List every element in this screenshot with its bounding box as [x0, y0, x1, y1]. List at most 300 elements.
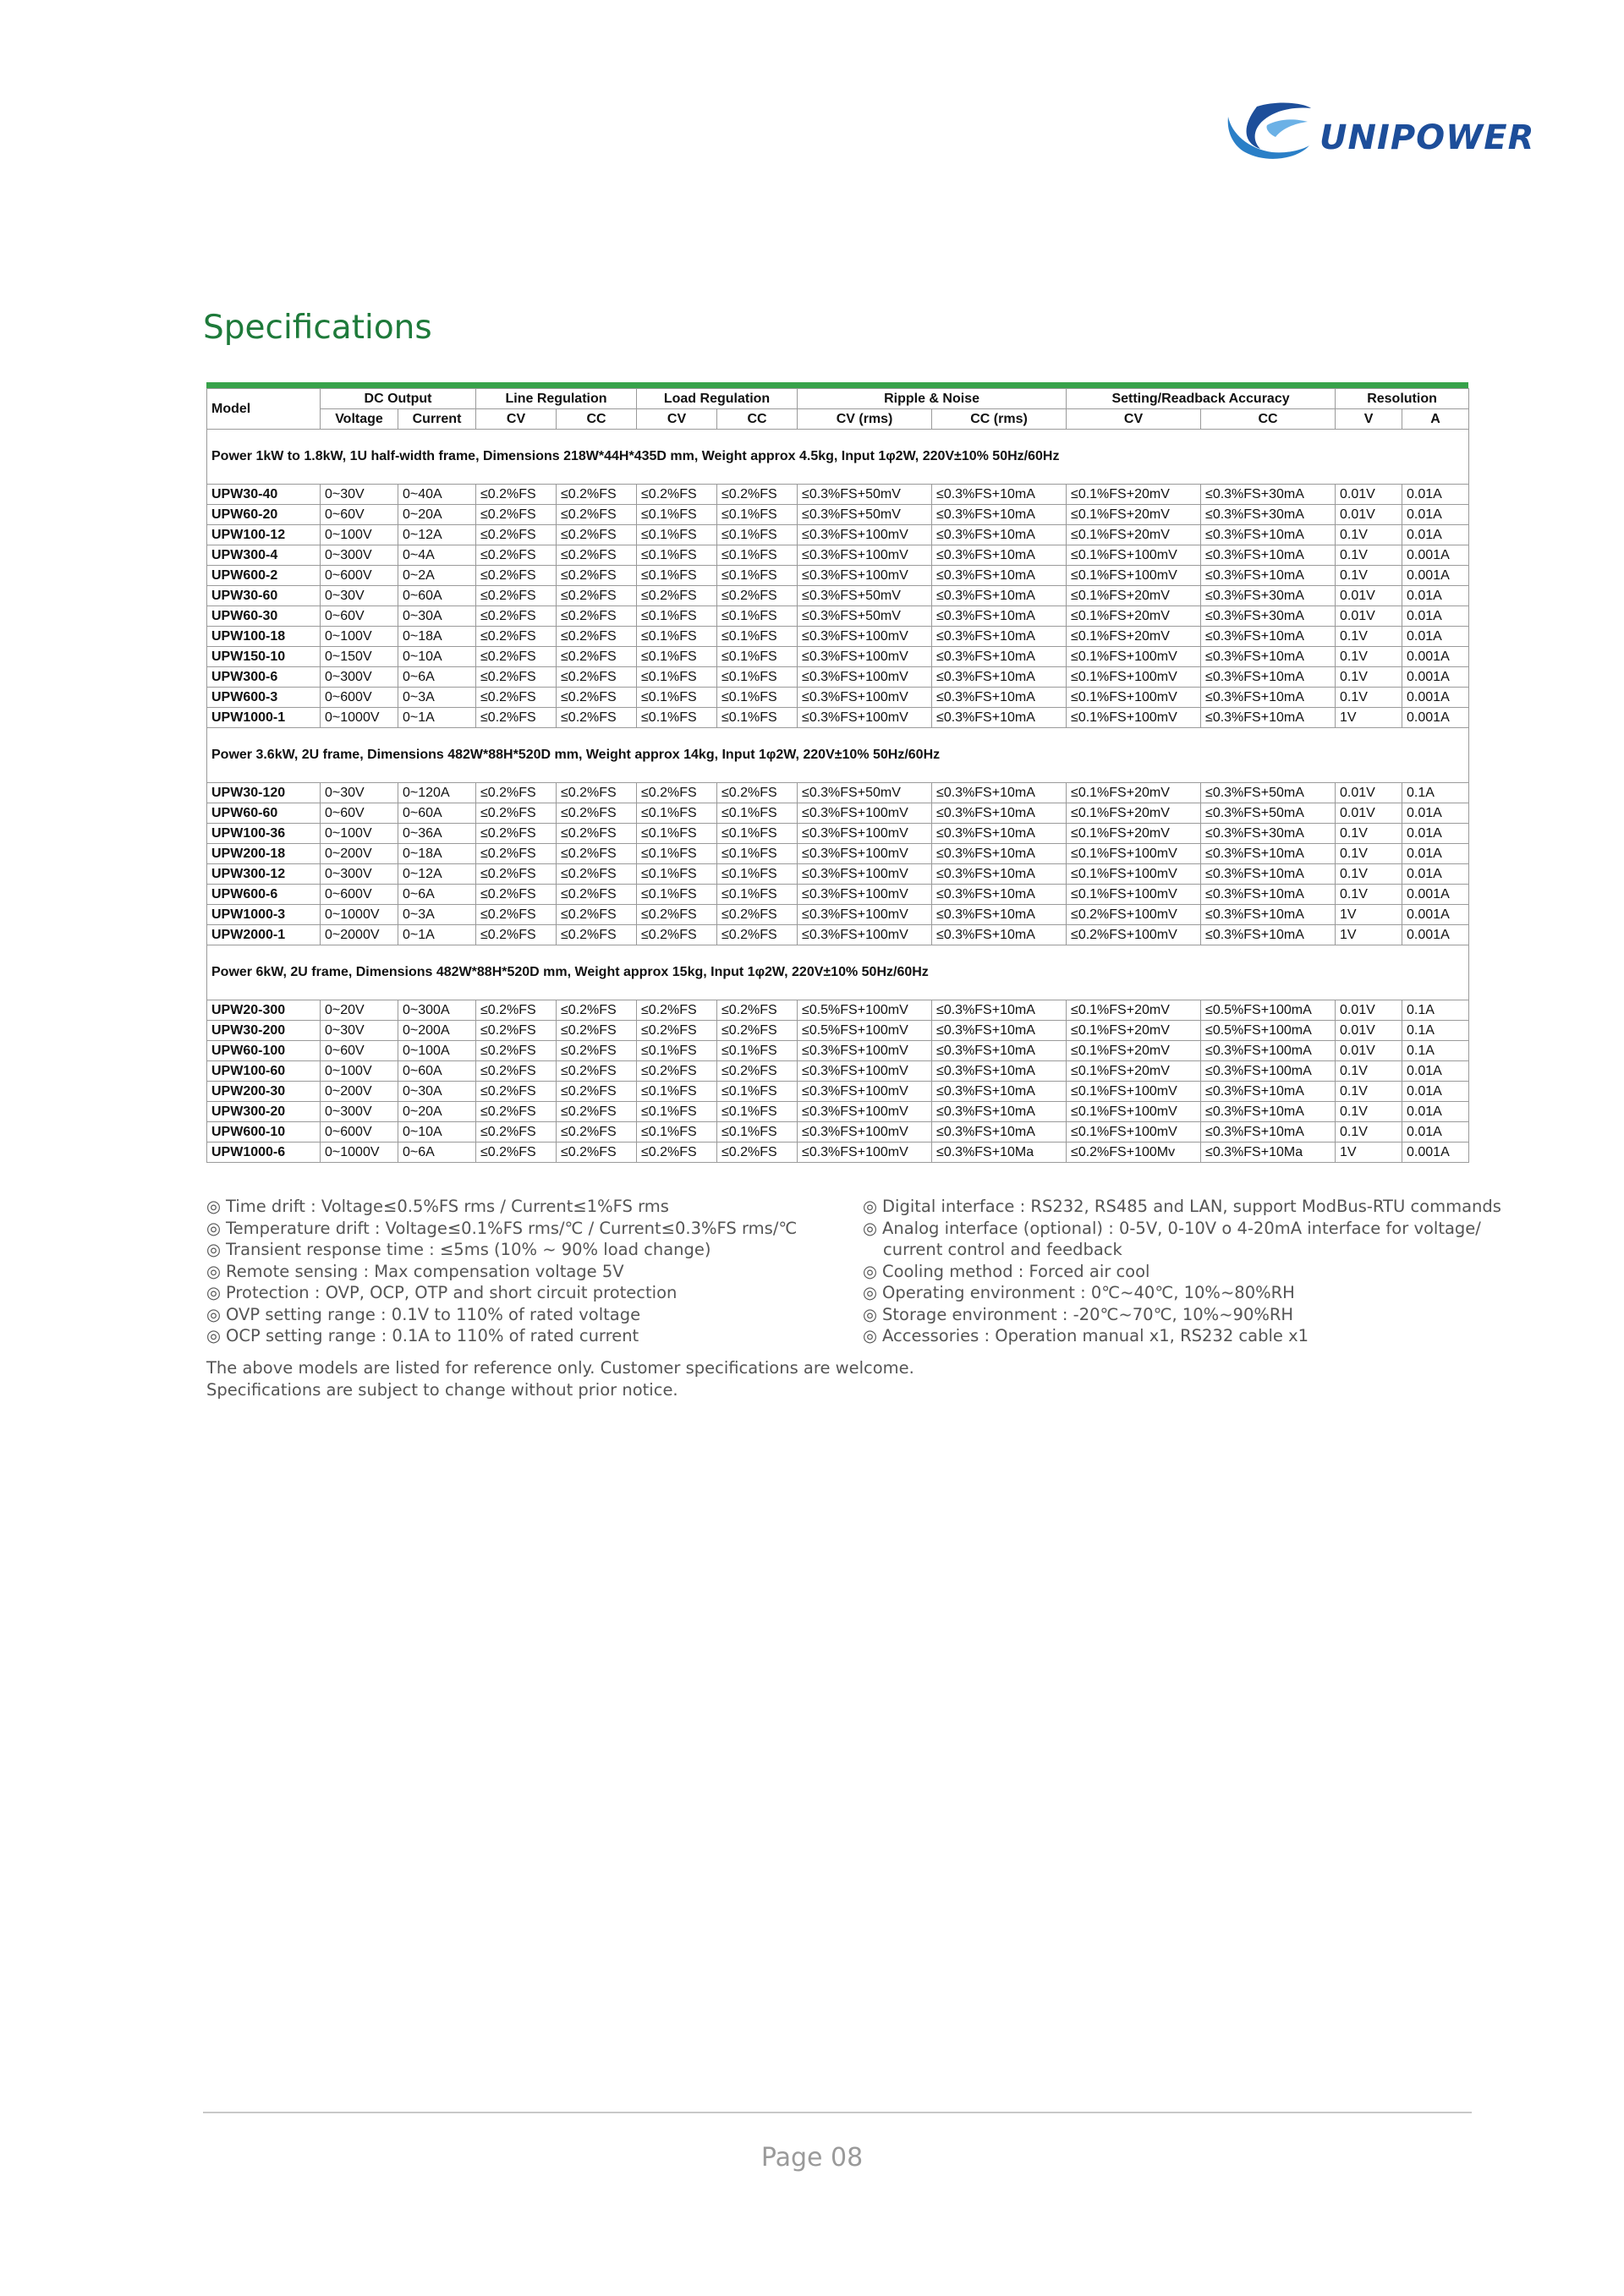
bullet-mark-icon: ◎ [863, 1261, 878, 1281]
table-row [207, 708, 1469, 728]
spec-cell: 0.001A [1402, 885, 1469, 905]
table-row [207, 627, 1469, 647]
spec-cell: ≤0.2%FS [637, 905, 717, 925]
spec-cell: 0.01A [1402, 1082, 1469, 1102]
spec-cell: ≤0.5%FS+100mA [1201, 1000, 1336, 1021]
spec-cell: ≤0.1%FS [637, 803, 717, 824]
col-ripple-noise: Ripple & Noise [798, 389, 1067, 409]
notes-right-column [863, 1196, 1501, 1347]
spec-cell: 0~100V [321, 1061, 398, 1082]
group-title: Power 3.6kW, 2U frame, Dimensions 482W*88H*520D mm, Weight approx 14kg, Input 1φ2W, 220V±10% 50Hz/60Hz [207, 728, 1469, 783]
spec-cell: 0~4A [398, 545, 476, 566]
spec-cell: ≤0.3%FS+10mA [932, 545, 1067, 566]
spec-cell: ≤0.1%FS [717, 803, 798, 824]
spec-cell: ≤0.1%FS [637, 824, 717, 844]
table-accent-bar [206, 382, 1468, 388]
spec-cell: ≤0.1%FS+20mV [1067, 627, 1201, 647]
spec-cell: ≤0.2%FS [557, 1061, 637, 1082]
note-text: OVP setting range : 0.1V to 110% of rated voltage [226, 1304, 641, 1324]
spec-cell: ≤0.5%FS+100mV [798, 1021, 932, 1041]
spec-cell: ≤0.1%FS [717, 606, 798, 627]
spec-cell: 0~30A [398, 606, 476, 627]
spec-cell: ≤0.2%FS [717, 485, 798, 505]
spec-cell: 0.01V [1336, 1041, 1402, 1061]
table-row [207, 1122, 1469, 1143]
spec-cell: ≤0.3%FS+10Ma [932, 1143, 1067, 1163]
model-cell: UPW100-12 [207, 525, 321, 545]
spec-cell: 1V [1336, 925, 1402, 945]
group-title: Power 6kW, 2U frame, Dimensions 482W*88H*520D mm, Weight approx 15kg, Input 1φ2W, 220V±10% 50Hz/60Hz [207, 945, 1469, 1000]
spec-cell: ≤0.2%FS [557, 1082, 637, 1102]
spec-cell: 0~120A [398, 783, 476, 803]
spec-cell: 0.1V [1336, 1122, 1402, 1143]
spec-cell: ≤0.1%FS [637, 545, 717, 566]
note-text: Analog interface (optional) : 0-5V, 0-10V o 4-20mA interface for voltage/ [882, 1218, 1481, 1238]
subcol-accuracy-cv: CV [1067, 409, 1201, 430]
spec-cell: ≤0.3%FS+100mV [798, 1082, 932, 1102]
spec-cell: 1V [1336, 905, 1402, 925]
spec-cell: 0~36A [398, 824, 476, 844]
spec-cell: 0~200V [321, 1082, 398, 1102]
spec-cell: 0~60V [321, 1041, 398, 1061]
spec-cell: ≤0.3%FS+10mA [1201, 545, 1336, 566]
spec-cell: 1V [1336, 1143, 1402, 1163]
spec-cell: ≤0.3%FS+10mA [932, 1122, 1067, 1143]
spec-cell: ≤0.3%FS+10mA [932, 925, 1067, 945]
spec-cell: ≤0.3%FS+10mA [1201, 1102, 1336, 1122]
table-row [207, 545, 1469, 566]
spec-cell: ≤0.2%FS [476, 1041, 557, 1061]
table-row [207, 844, 1469, 864]
table-row [207, 1102, 1469, 1122]
col-resolution: Resolution [1336, 389, 1469, 409]
spec-cell: ≤0.1%FS+20mV [1067, 824, 1201, 844]
note-text: Time drift : Voltage≤0.5%FS rms / Current≤1%FS rms [226, 1197, 669, 1216]
spec-cell: 0~10A [398, 1122, 476, 1143]
spec-cell: 0~18A [398, 844, 476, 864]
spec-cell: ≤0.1%FS [637, 688, 717, 708]
spec-cell: ≤0.3%FS+100mV [798, 1041, 932, 1061]
group-title: Power 1kW to 1.8kW, 1U half-width frame, Dimensions 218W*44H*435D mm, Weight approx 4.5kg, Input 1φ2W, 220V±10% 50Hz/60Hz [207, 430, 1469, 485]
spec-cell: 0.001A [1402, 905, 1469, 925]
model-cell: UPW600-6 [207, 885, 321, 905]
spec-note [863, 1196, 1501, 1218]
spec-cell: 0.1V [1336, 1102, 1402, 1122]
spec-cell: ≤0.2%FS [637, 1000, 717, 1021]
spec-cell: ≤0.2%FS [557, 1021, 637, 1041]
spec-cell: ≤0.2%FS+100mV [1067, 905, 1201, 925]
table-row [207, 1082, 1469, 1102]
spec-cell: ≤0.1%FS [637, 844, 717, 864]
spec-note [863, 1304, 1472, 1326]
spec-cell: ≤0.3%FS+100mV [798, 1061, 932, 1082]
model-cell: UPW300-12 [207, 864, 321, 885]
spec-cell: ≤0.2%FS+100mV [1067, 925, 1201, 945]
spec-cell: ≤0.1%FS [717, 1122, 798, 1143]
spec-cell: ≤0.3%FS+50mV [798, 586, 932, 606]
col-model: Model [207, 389, 321, 430]
spec-cell: 0.1V [1336, 545, 1402, 566]
spec-cell: ≤0.3%FS+30mA [1201, 485, 1336, 505]
spec-cell: ≤0.2%FS [717, 1000, 798, 1021]
spec-cell: 0.001A [1402, 1143, 1469, 1163]
spec-cell: ≤0.2%FS [476, 708, 557, 728]
spec-cell: 0~1000V [321, 905, 398, 925]
spec-cell: ≤0.2%FS [637, 485, 717, 505]
disclaimer [206, 1357, 968, 1401]
spec-cell: ≤0.2%FS [557, 586, 637, 606]
spec-cell: 0~600V [321, 688, 398, 708]
spec-cell: ≤0.3%FS+100mV [798, 925, 932, 945]
spec-cell: ≤0.2%FS [717, 905, 798, 925]
bullet-mark-icon: ◎ [206, 1197, 222, 1216]
spec-cell: 0~600V [321, 1122, 398, 1143]
spec-note [863, 1261, 1472, 1283]
spec-cell: 0.01A [1402, 864, 1469, 885]
spec-cell: ≤0.3%FS+100mV [798, 824, 932, 844]
spec-cell: ≤0.1%FS+100mV [1067, 1102, 1201, 1122]
spec-cell: 0.001A [1402, 667, 1469, 688]
spec-cell: ≤0.2%FS [476, 824, 557, 844]
spec-cell: ≤0.3%FS+10mA [1201, 1122, 1336, 1143]
spec-cell: ≤0.3%FS+10mA [932, 1041, 1067, 1061]
spec-cell: 0~600V [321, 885, 398, 905]
spec-note [863, 1239, 1472, 1261]
subcol-ripple-cv: CV (rms) [798, 409, 932, 430]
table-row [207, 925, 1469, 945]
spec-cell: ≤0.2%FS [717, 1061, 798, 1082]
table-row [207, 667, 1469, 688]
table-row [207, 864, 1469, 885]
spec-cell: ≤0.3%FS+10mA [1201, 688, 1336, 708]
bullet-mark-icon: ◎ [206, 1326, 222, 1345]
spec-note [863, 1218, 1481, 1240]
spec-cell: ≤0.1%FS+100mV [1067, 667, 1201, 688]
spec-cell: ≤0.3%FS+10mA [1201, 925, 1336, 945]
spec-cell: ≤0.1%FS+20mV [1067, 586, 1201, 606]
spec-cell: ≤0.2%FS [557, 525, 637, 545]
model-cell: UPW60-100 [207, 1041, 321, 1061]
subcol-line-cv: CV [476, 409, 557, 430]
spec-cell: ≤0.1%FS [717, 824, 798, 844]
spec-cell: 0.1V [1336, 647, 1402, 667]
spec-cell: 0.001A [1402, 545, 1469, 566]
spec-cell: 0~30V [321, 1021, 398, 1041]
table-row [207, 824, 1469, 844]
spec-cell: 0.01A [1402, 1102, 1469, 1122]
spec-cell: 0~6A [398, 885, 476, 905]
spec-cell: ≤0.1%FS [637, 566, 717, 586]
subcol-load-cc: CC [717, 409, 798, 430]
note-text: Cooling method : Forced air cool [882, 1261, 1150, 1281]
brand-logo [1220, 100, 1535, 162]
spec-cell: ≤0.2%FS [717, 925, 798, 945]
spec-cell: 0.01A [1402, 505, 1469, 525]
spec-cell: ≤0.2%FS [476, 1082, 557, 1102]
spec-cell: ≤0.3%FS+10mA [932, 803, 1067, 824]
spec-cell: ≤0.2%FS [637, 1143, 717, 1163]
spec-cell: 0.01A [1402, 485, 1469, 505]
spec-cell: ≤0.3%FS+10mA [932, 824, 1067, 844]
spec-cell: 0~20V [321, 1000, 398, 1021]
spec-cell: ≤0.2%FS [557, 1000, 637, 1021]
bullet-mark-icon: ◎ [206, 1240, 222, 1259]
spec-cell: ≤0.1%FS+100mV [1067, 545, 1201, 566]
spec-cell: 0~30V [321, 485, 398, 505]
spec-cell: ≤0.3%FS+10mA [1201, 566, 1336, 586]
spec-cell: ≤0.2%FS [476, 1122, 557, 1143]
header-row-top [207, 389, 1469, 409]
spec-cell: 0~300V [321, 667, 398, 688]
spec-cell: ≤0.1%FS [637, 708, 717, 728]
disclaimer-line: The above models are listed for reference only. Customer specifications are welcome. [206, 1358, 914, 1378]
spec-cell: 0.01A [1402, 606, 1469, 627]
note-text: Digital interface : RS232, RS485 and LAN, support ModBus-RTU commands [882, 1197, 1501, 1216]
spec-cell: ≤0.3%FS+30mA [1201, 586, 1336, 606]
spec-cell: 0~40A [398, 485, 476, 505]
spec-cell: ≤0.3%FS+100mV [798, 667, 932, 688]
spec-cell: ≤0.3%FS+50mA [1201, 803, 1336, 824]
spec-cell: ≤0.3%FS+10mA [932, 667, 1067, 688]
spec-cell: ≤0.2%FS [557, 647, 637, 667]
model-cell: UPW30-200 [207, 1021, 321, 1041]
spec-cell: ≤0.5%FS+100mA [1201, 1021, 1336, 1041]
spec-cell: 0~20A [398, 1102, 476, 1122]
spec-cell: 0~100V [321, 525, 398, 545]
spec-cell: ≤0.1%FS+20mV [1067, 1041, 1201, 1061]
spec-cell: 0.001A [1402, 688, 1469, 708]
spec-cell: ≤0.1%FS [717, 627, 798, 647]
brand-name: UNIPOWER [1320, 118, 1535, 157]
spec-cell: ≤0.1%FS [717, 708, 798, 728]
group-header-row [207, 430, 1469, 485]
spec-cell: ≤0.3%FS+10mA [932, 606, 1067, 627]
spec-cell: 0.001A [1402, 566, 1469, 586]
spec-cell: 0.1V [1336, 627, 1402, 647]
model-cell: UPW100-60 [207, 1061, 321, 1082]
spec-cell: ≤0.1%FS [637, 667, 717, 688]
spec-cell: ≤0.2%FS [557, 1102, 637, 1122]
col-line-regulation: Line Regulation [476, 389, 637, 409]
spec-cell: ≤0.1%FS [717, 1041, 798, 1061]
spec-cell: ≤0.1%FS [717, 545, 798, 566]
spec-cell: 0~2A [398, 566, 476, 586]
spec-cell: ≤0.2%FS [557, 1143, 637, 1163]
model-cell: UPW30-120 [207, 783, 321, 803]
spec-cell: ≤0.3%FS+100mV [798, 566, 932, 586]
spec-cell: ≤0.3%FS+10mA [932, 1000, 1067, 1021]
group-header-row [207, 945, 1469, 1000]
spec-cell: ≤0.3%FS+10mA [932, 708, 1067, 728]
spec-cell: 0~300A [398, 1000, 476, 1021]
model-cell: UPW1000-1 [207, 708, 321, 728]
spec-cell: 0~600V [321, 566, 398, 586]
spec-note [206, 1196, 849, 1218]
spec-cell: ≤0.3%FS+10mA [1201, 905, 1336, 925]
spec-cell: ≤0.2%FS [557, 783, 637, 803]
spec-cell: ≤0.1%FS [637, 505, 717, 525]
model-cell: UPW100-18 [207, 627, 321, 647]
spec-cell: 0~300V [321, 545, 398, 566]
spec-cell: 0.1V [1336, 864, 1402, 885]
spec-cell: ≤0.2%FS [557, 688, 637, 708]
note-text: Transient response time : ≤5ms (10% ~ 90% load change) [226, 1240, 711, 1259]
spec-cell: ≤0.1%FS+100mV [1067, 688, 1201, 708]
spec-cell: 0.01V [1336, 1000, 1402, 1021]
model-cell: UPW600-2 [207, 566, 321, 586]
spec-cell: ≤0.1%FS+20mV [1067, 485, 1201, 505]
spec-cell: ≤0.3%FS+10mA [932, 525, 1067, 545]
spec-cell: ≤0.2%FS [557, 545, 637, 566]
bullet-mark-icon: ◎ [863, 1326, 878, 1345]
spec-cell: ≤0.2%FS [557, 844, 637, 864]
model-cell: UPW600-3 [207, 688, 321, 708]
spec-cell: 0~18A [398, 627, 476, 647]
spec-cell: ≤0.2%FS [476, 485, 557, 505]
brand-swoosh-icon [1220, 100, 1313, 162]
spec-cell: ≤0.2%FS [476, 925, 557, 945]
spec-cell: 0.1V [1336, 525, 1402, 545]
spec-cell: 0.01V [1336, 485, 1402, 505]
spec-cell: ≤0.3%FS+10mA [932, 566, 1067, 586]
spec-cell: ≤0.2%FS [557, 864, 637, 885]
spec-cell: ≤0.3%FS+10mA [1201, 844, 1336, 864]
model-cell: UPW60-20 [207, 505, 321, 525]
bullet-mark-icon: ◎ [206, 1283, 222, 1302]
subcol-resolution-v: V [1336, 409, 1402, 430]
spec-cell: 0~2000V [321, 925, 398, 945]
spec-cell: ≤0.1%FS+20mV [1067, 525, 1201, 545]
spec-cell: ≤0.1%FS+20mV [1067, 1061, 1201, 1082]
spec-cell: ≤0.3%FS+10mA [1201, 525, 1336, 545]
spec-cell: 0~3A [398, 688, 476, 708]
table-row [207, 1021, 1469, 1041]
spec-cell: ≤0.3%FS+100mV [798, 905, 932, 925]
spec-note [863, 1325, 1472, 1347]
spec-cell: 0.01A [1402, 803, 1469, 824]
spec-cell: ≤0.2%FS [557, 824, 637, 844]
disclaimer-line: Specifications are subject to change without prior notice. [206, 1380, 678, 1400]
spec-cell: 0~60A [398, 803, 476, 824]
footer-divider [203, 2112, 1472, 2113]
spec-cell: ≤0.3%FS+100mV [798, 688, 932, 708]
spec-cell: ≤0.1%FS [717, 667, 798, 688]
spec-cell: ≤0.3%FS+100mV [798, 627, 932, 647]
spec-cell: 0~30V [321, 783, 398, 803]
spec-cell: 0.1V [1336, 1082, 1402, 1102]
spec-cell: ≤0.3%FS+100mV [798, 885, 932, 905]
note-text: Operating environment : 0℃~40℃, 10%~80%RH [882, 1283, 1295, 1302]
spec-cell: ≤0.1%FS+100mV [1067, 844, 1201, 864]
spec-cell: ≤0.2%FS [476, 1102, 557, 1122]
spec-cell: 0.1V [1336, 885, 1402, 905]
spec-cell: 0.01A [1402, 844, 1469, 864]
spec-cell: ≤0.3%FS+10mA [932, 1082, 1067, 1102]
spec-cell: ≤0.3%FS+10mA [1201, 885, 1336, 905]
spec-cell: ≤0.1%FS [637, 627, 717, 647]
spec-cell: ≤0.3%FS+10mA [932, 1021, 1067, 1041]
table-row [207, 485, 1469, 505]
model-cell: UPW30-40 [207, 485, 321, 505]
spec-cell: ≤0.2%FS [476, 1000, 557, 1021]
notes-left-column [206, 1196, 849, 1347]
spec-cell: ≤0.3%FS+10mA [932, 844, 1067, 864]
spec-cell: ≤0.2%FS [717, 783, 798, 803]
spec-cell: 0~60V [321, 606, 398, 627]
spec-cell: ≤0.2%FS [476, 803, 557, 824]
spec-cell: 0.01A [1402, 586, 1469, 606]
table-row [207, 905, 1469, 925]
spec-cell: ≤0.3%FS+10mA [932, 647, 1067, 667]
table-row [207, 606, 1469, 627]
spec-cell: 0~1000V [321, 1143, 398, 1163]
group-header-row [207, 728, 1469, 783]
col-load-regulation: Load Regulation [637, 389, 798, 409]
spec-cell: ≤0.2%FS [717, 1143, 798, 1163]
header-row-sub [207, 409, 1469, 430]
subcol-resolution-a: A [1402, 409, 1469, 430]
spec-cell: 0.01V [1336, 505, 1402, 525]
note-text: Accessories : Operation manual x1, RS232 cable x1 [882, 1326, 1309, 1345]
spec-note [206, 1239, 849, 1261]
spec-cell: ≤0.3%FS+100mV [798, 1122, 932, 1143]
bullet-mark-icon: ◎ [863, 1304, 878, 1324]
spec-cell: 0.01A [1402, 1061, 1469, 1082]
spec-cell: 0~200V [321, 844, 398, 864]
spec-cell: ≤0.2%FS [557, 667, 637, 688]
spec-cell: ≤0.1%FS+20mV [1067, 1000, 1201, 1021]
spec-cell: 0~300V [321, 864, 398, 885]
spec-cell: 0~200A [398, 1021, 476, 1041]
spec-cell: ≤0.2%FS [557, 627, 637, 647]
spec-cell: ≤0.5%FS+100mV [798, 1000, 932, 1021]
spec-cell: 0.1A [1402, 1041, 1469, 1061]
spec-cell: ≤0.3%FS+30mA [1201, 606, 1336, 627]
col-dc-output: DC Output [321, 389, 476, 409]
bullet-mark-icon: ◎ [206, 1304, 222, 1324]
subcol-ripple-cc: CC (rms) [932, 409, 1067, 430]
spec-cell: ≤0.3%FS+100mV [798, 803, 932, 824]
spec-cell: ≤0.3%FS+50mV [798, 505, 932, 525]
spec-cell: 0.1A [1402, 1021, 1469, 1041]
model-cell: UPW200-18 [207, 844, 321, 864]
model-cell: UPW1000-3 [207, 905, 321, 925]
page-title: Specifications [203, 309, 432, 347]
spec-cell: ≤0.2%FS [476, 1143, 557, 1163]
model-cell: UPW300-4 [207, 545, 321, 566]
spec-cell: ≤0.3%FS+10mA [932, 885, 1067, 905]
spec-cell: 0~100V [321, 627, 398, 647]
table-row [207, 647, 1469, 667]
spec-cell: ≤0.1%FS [717, 844, 798, 864]
model-cell: UPW100-36 [207, 824, 321, 844]
subcol-load-cv: CV [637, 409, 717, 430]
spec-cell: ≤0.1%FS [717, 688, 798, 708]
spec-cell: 0~60V [321, 803, 398, 824]
spec-cell: ≤0.2%FS [476, 586, 557, 606]
model-cell: UPW300-6 [207, 667, 321, 688]
spec-cell: 0~12A [398, 525, 476, 545]
spec-cell: ≤0.1%FS+100mV [1067, 647, 1201, 667]
spec-cell: ≤0.1%FS [637, 885, 717, 905]
spec-cell: ≤0.3%FS+100mA [1201, 1061, 1336, 1082]
spec-cell: ≤0.2%FS [557, 485, 637, 505]
spec-cell: 0~60A [398, 1061, 476, 1082]
spec-cell: ≤0.2%FS [557, 505, 637, 525]
spec-cell: 0~60A [398, 586, 476, 606]
spec-cell: ≤0.2%FS [637, 586, 717, 606]
spec-cell: ≤0.3%FS+10Ma [1201, 1143, 1336, 1163]
